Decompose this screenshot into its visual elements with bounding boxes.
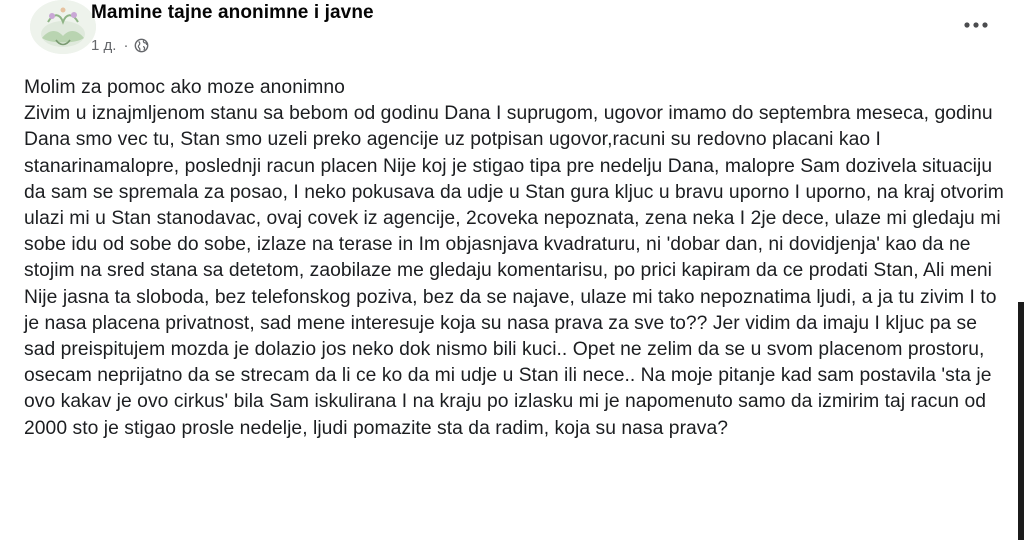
meta-separator: · xyxy=(123,36,129,54)
group-avatar[interactable] xyxy=(30,0,96,54)
post-meta xyxy=(91,36,149,54)
group-avatar-image xyxy=(30,0,96,54)
globe-icon xyxy=(134,38,149,53)
post-timestamp[interactable]: 1 д. xyxy=(91,36,117,54)
group-name-link[interactable]: Mamine tajne anonimne i javne xyxy=(91,2,374,23)
post-paragraph: Zivim u iznajmljenom stanu sa bebom od godinu Dana I suprugom, ugovor imamo do septembra meseca, godinu Dana smo vec tu, Stan smo uzeli preko agencije uz potpisan ugovor,racuni su redovno placani kao I stanarinamalopre, poslednji racun placen Nije koj je stigao tipa pre nedelju Dana, malopre Sam dozivela situaciju da sam se spremala za posao, I neko pokusava da udje u Stan gura kljuc u bravu uporno I uporno, na kraj otvorim ulazi mi u Stan stanodavac, ovaj covek iz agencije, 2coveka nepoznata, zena neka I 2je dece, ulaze mi gledaju mi sobe idu od sobe do sobe, izlaze na terase in Im objasnjava kvadraturu, ni 'dobar dan, ni dovidjenja' kao da ne stojim na sred stana sa detetom, zaobilaze me gledaju komentarisu, po prici kapiram da ce prodati Stan, Ali meni Nije jasna ta sloboda, bez telefonskog poziva, bez da se najave, ulaze mi tako nepoznatima ljudi, a ja tu zivim I to je nasa placena privatnost, sad mene interesuje koja su nasa prava za sve to?? Jer vidim da imaju I kljuc pa se sad preispitujem mozda je dolazio jos neko dok nismo bili kuci.. Opet ne zelim da se u svom placenom prostoru, osecam neprijatno da se strecam da li ce ko da mi udje u Stan ili nece.. Na moje pitanje kad sam postavila 'sta je ovo kakav je ovo cirkus' bila Sam iskulirana I na kraju po izlasku mi je napomenuto samo da izmirim taj racun od 2000 sto je stigao prosle nedelje, ljudi pomazite sta da radim, koja su nasa prava? xyxy=(24,103,1004,439)
post-header xyxy=(18,0,1018,64)
screen-edge xyxy=(1018,302,1024,540)
post-paragraph: Molim za pomoc ako moze anonimno xyxy=(24,77,345,98)
more-options-button[interactable] xyxy=(958,12,994,38)
more-horizontal-icon xyxy=(963,21,989,29)
post-body xyxy=(24,75,1004,442)
